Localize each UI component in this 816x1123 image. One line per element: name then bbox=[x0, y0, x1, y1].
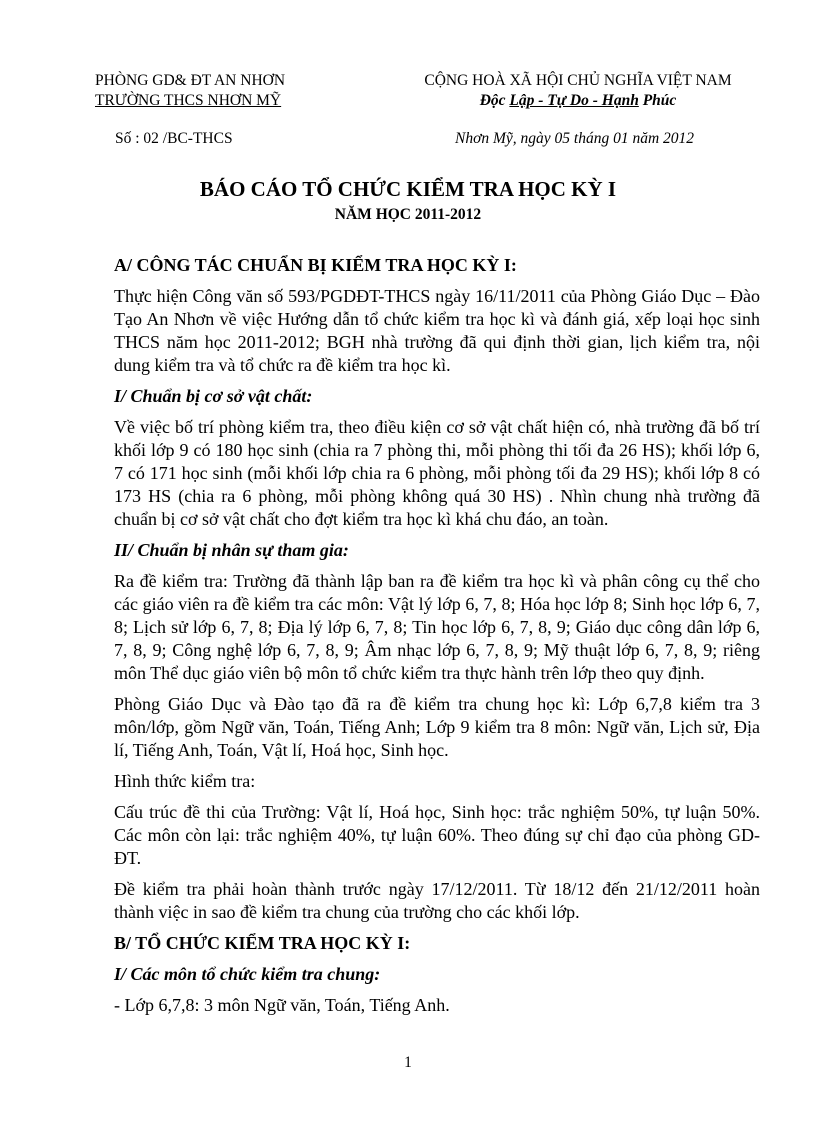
report-title: BÁO CÁO TỔ CHỨC KIỂM TRA HỌC KỲ I bbox=[199, 177, 617, 201]
report-subtitle: NĂM HỌC 2011-2012 bbox=[334, 206, 482, 223]
motto-underlined: Lập - Tự Do - Hạnh bbox=[509, 92, 639, 109]
national-motto bbox=[378, 91, 778, 111]
paragraph: Hình thức kiểm tra: bbox=[114, 771, 256, 791]
motto-start: Độc bbox=[479, 92, 510, 109]
issuer-block bbox=[95, 71, 335, 111]
subsection-heading: II/ Chuẩn bị nhân sự tham gia: bbox=[114, 540, 349, 560]
paragraph: Đề kiểm tra phải hoàn thành trước ngày 17/12/2011. Từ 18/12 đến 21/12/2011 hoàn thành việc in sao đề kiểm tra chung của trường cho các khối lớp. bbox=[114, 879, 760, 922]
document-date: Nhơn Mỹ, ngày 05 tháng 01 năm 2012 bbox=[455, 130, 695, 147]
paragraph: Về việc bố trí phòng kiểm tra, theo điều kiện cơ sở vật chất hiện có, nhà trường đã bố trí khối lớp 9 có 180 học sinh (chia ra 7 phòng thi, mỗi phòng thi tối đa 26 HS); khối lớp 6, 7 có 171 học sinh (mỗi khối lớp chia ra 6 phòng, mỗi phòng tối đa 29 HS); khối lớp 8 có 173 HS (chia ra 6 phòng, mỗi phòng không quá 30 HS) . Nhìn chung nhà trường đã chuẩn bị cơ sở vật chất cho đợt kiểm tra học kì khá chu đáo, an toàn. bbox=[114, 417, 760, 529]
national-name: CỘNG HOÀ XÃ HỘI CHỦ NGHĨA VIỆT NAM bbox=[424, 72, 732, 89]
report-body bbox=[114, 254, 760, 1025]
paragraph: Cấu trúc đề thi của Trường: Vật lí, Hoá học, Sinh học: trắc nghiệm 50%, tự luận 50%. Các môn còn lại: trắc nghiệm 40%, tự luận 60%. Theo đúng sự chỉ đạo của phòng GD-ĐT. bbox=[114, 802, 760, 868]
section-b-heading: B/ TỔ CHỨC KIỂM TRA HỌC KỲ I: bbox=[114, 933, 411, 953]
document-number: Số : 02 /BC-THCS bbox=[115, 130, 233, 147]
issuer-department: PHÒNG GD& ĐT AN NHƠN bbox=[95, 72, 286, 89]
motto-end: Phúc bbox=[638, 92, 677, 109]
paragraph: - Lớp 6,7,8: 3 môn Ngữ văn, Toán, Tiếng Anh. bbox=[114, 995, 450, 1015]
paragraph: Phòng Giáo Dục và Đào tạo đã ra đề kiểm tra chung học kì: Lớp 6,7,8 kiểm tra 3 môn/lớp, gồm Ngữ văn, Toán, Tiếng Anh; Lớp 9 kiểm tra 8 môn: Ngữ văn, Lịch sử, Địa lí, Tiếng Anh, Toán, Vật lí, Hoá học, Sinh học. bbox=[114, 694, 760, 760]
section-a-heading: A/ CÔNG TÁC CHUẨN BỊ KIỂM TRA HỌC KỲ I: bbox=[114, 255, 517, 275]
subsection-heading: I/ Chuẩn bị cơ sở vật chất: bbox=[114, 386, 313, 406]
subsection-heading: I/ Các môn tổ chức kiểm tra chung: bbox=[114, 964, 381, 984]
paragraph: Ra đề kiểm tra: Trường đã thành lập ban ra đề kiểm tra học kì và phân công cụ thể cho các giáo viên ra đề kiểm tra các môn: Vật lý lớp 6, 7, 8; Hóa học lớp 8; Sinh học lớp 6, 7, 8; Lịch sử lớp 6, 7, 8; Địa lý lớp 6, 7, 8; Tin học lớp 6, 7, 8, 9; Giáo dục công dân lớp 6, 7, 8, 9; Công nghệ lớp 6, 7, 8, 9; Âm nhạc lớp 6, 7, 8, 9; Mỹ thuật lớp 6, 7, 8, 9; riêng môn Thể dục giáo viên bộ môn tổ chức kiểm tra thực hành trên lớp theo quy định. bbox=[114, 571, 760, 683]
issuer-school: TRƯỜNG THCS NHƠN MỸ bbox=[95, 92, 282, 109]
paragraph: Thực hiện Công văn số 593/PGDĐT-THCS ngày 16/11/2011 của Phòng Giáo Dục – Đào Tạo An Nhơn về việc Hướng dẫn tổ chức kiểm tra học kì và đánh giá, xếp loại học sinh THCS năm học 2011-2012; BGH nhà trường đã qui định thời gian, lịch kiểm tra, nội dung kiểm tra và tổ chức ra đề kiểm tra học kì. bbox=[114, 286, 760, 375]
national-header bbox=[378, 71, 778, 111]
page-number: 1 bbox=[404, 1054, 412, 1071]
